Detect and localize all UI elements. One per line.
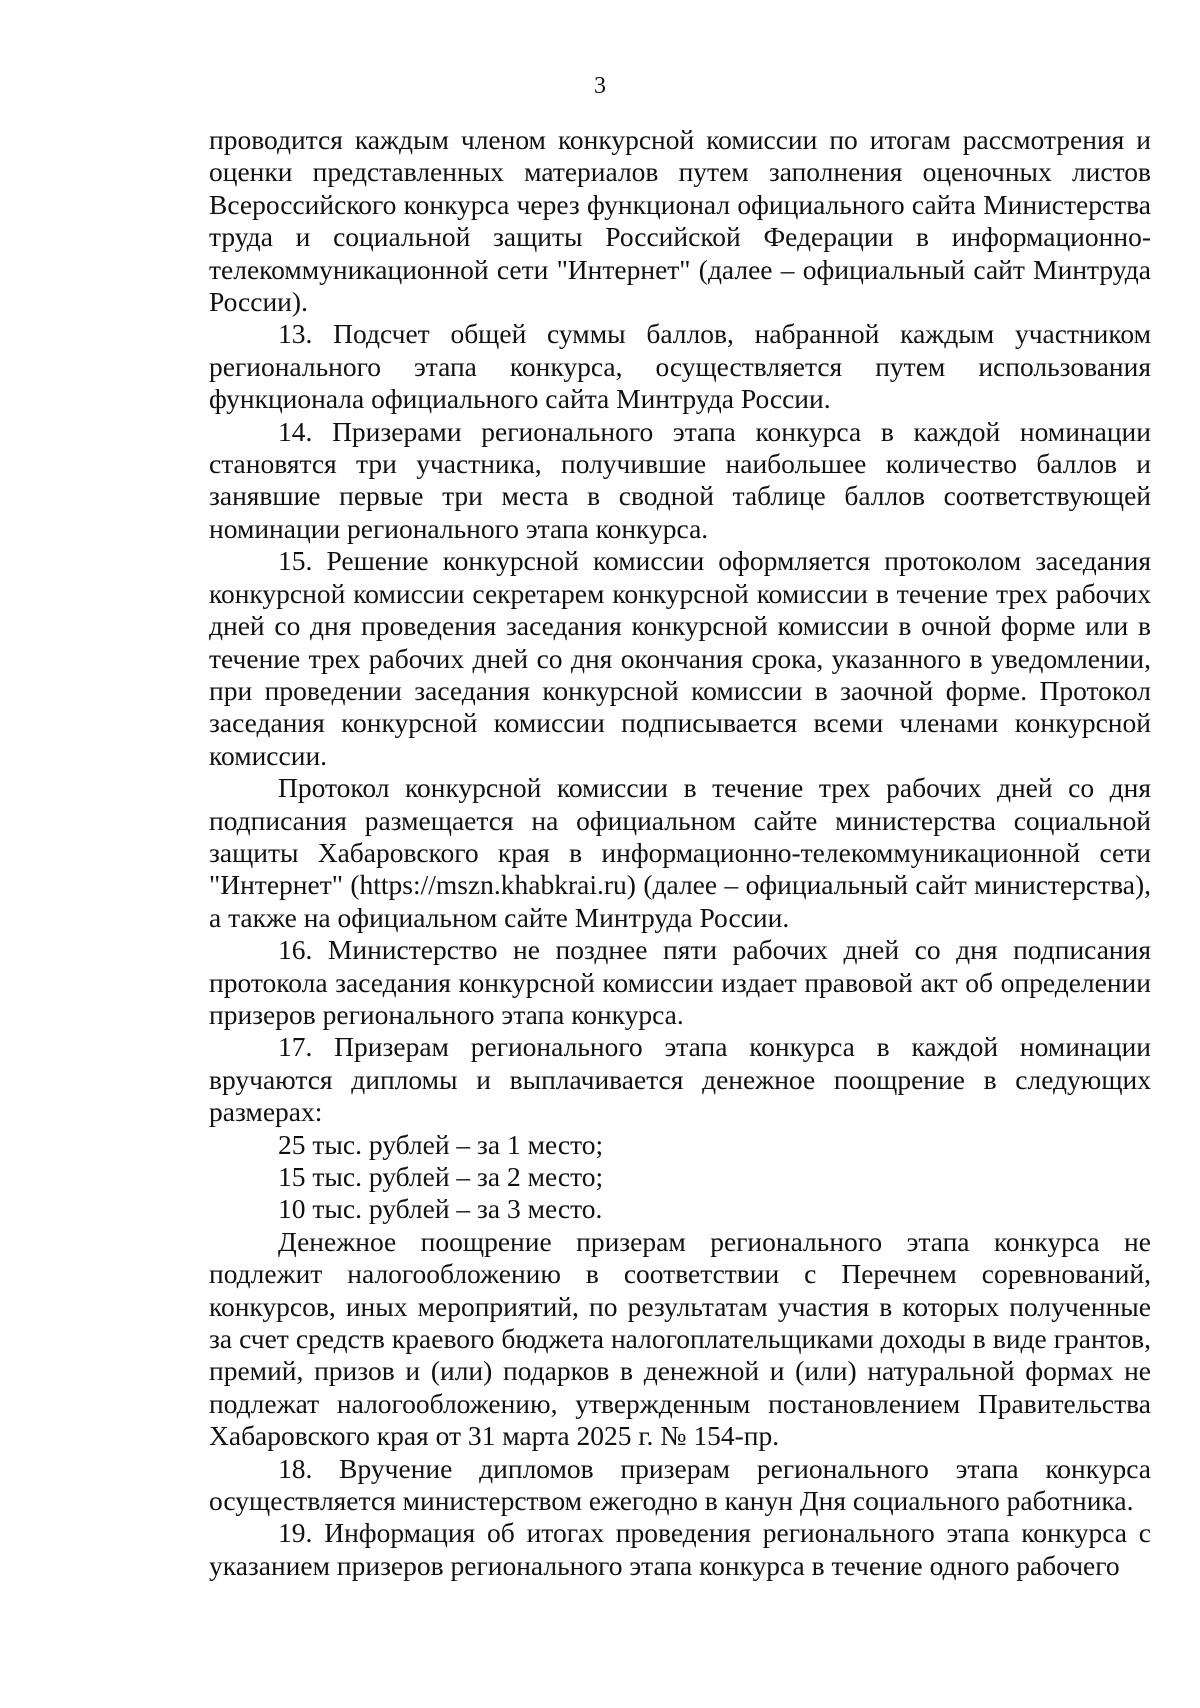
paragraph-continuation: проводится каждым членом конкурсной комиссии по итогам рассмотрения и оценки представленных материалов путем заполнения оценочных листов Всероссийского конкурса через функционал официального сайта Министерства труда и социальной защиты Российской Федерации в информационно-телекоммуникационной сети "Интернет" (далее – официальный сайт Минтруда России). <box>209 124 1151 318</box>
paragraph-tax-exemption: Денежное поощрение призерам регионального этапа конкурса не подлежит налогообложению в соответствии с Перечнем соревнований, конкурсов, иных мероприятий, по результатам участия в которых полученные за счет средств краевого бюджета налогоплательщиками доходы в виде грантов, премий, призов и (или) подарков в денежной и (или) натуральной формах не подлежат налогообложению, утвержденным постановлением Правительства Хабаровского края от 31 марта 2025 г. № 154-пр. <box>209 1225 1151 1452</box>
prize-amount-third-place: 10 тыс. рублей – за 3 место. <box>278 1193 603 1225</box>
prize-amount-first-place: 25 тыс. рублей – за 1 место; <box>278 1128 604 1160</box>
prize-amount-second-place: 15 тыс. рублей – за 2 место; <box>278 1161 604 1192</box>
paragraph-item-17: 17. Призерам регионального этапа конкурса в каждой номинации вручаются дипломы и выплачивается денежное поощрение в следующих размерах: <box>209 1031 1151 1128</box>
paragraph-item-18: 18. Вручение дипломов призерам регионального этапа конкурса осуществляется министерством ежегодно в канун Дня социального работника. <box>209 1452 1151 1517</box>
paragraph-item-19: 19. Информация об итогах проведения регионального этапа конкурса с указанием призеров регионального этапа конкурса в течение одного рабочего <box>209 1517 1151 1581</box>
paragraph-item-14: 14. Призерами регионального этапа конкурса в каждой номинации становятся три участника, получившие наибольшее количество баллов и занявшие первые три места в сводной таблице баллов соответствующей номинации регионального этапа конкурса. <box>209 415 1151 544</box>
page-number: 3 <box>594 73 606 99</box>
paragraph-item-15: 15. Решение конкурсной комиссии оформляется протоколом заседания конкурсной комиссии секретарем конкурсной комиссии в течение трех рабочих дней со дня проведения заседания конкурсной комиссии в очной форме или в течение трех рабочих дней со дня окончания срока, указанного в уведомлении, при проведении заседания конкурсной комиссии в заочной форме. Протокол заседания конкурсной комиссии подписывается всеми членами конкурсной комиссии. <box>209 545 1151 771</box>
paragraph-item-16: 16. Министерство не позднее пяти рабочих дней со дня подписания протокола заседания конкурсной комиссии издает правовой акт об определении призеров регионального этапа конкурса. <box>209 934 1151 1030</box>
paragraph-protocol-publication: Протокол конкурсной комиссии в течение трех рабочих дней со дня подписания размещается на официальном сайте министерства социальной защиты Хабаровского края в информационно-телекоммуникационной сети "Интернет" (https://mszn.khabkrai.ru) (далее – официальный сайт министерства), а также на официальном сайте Минтруда России. <box>209 772 1151 933</box>
paragraph-item-13: 13. Подсчет общей суммы баллов, набранной каждым участником регионального этапа конкурса, осуществляется путем использования функционала официального сайта Минтруда России. <box>209 318 1151 415</box>
document-body <box>209 124 1151 1582</box>
